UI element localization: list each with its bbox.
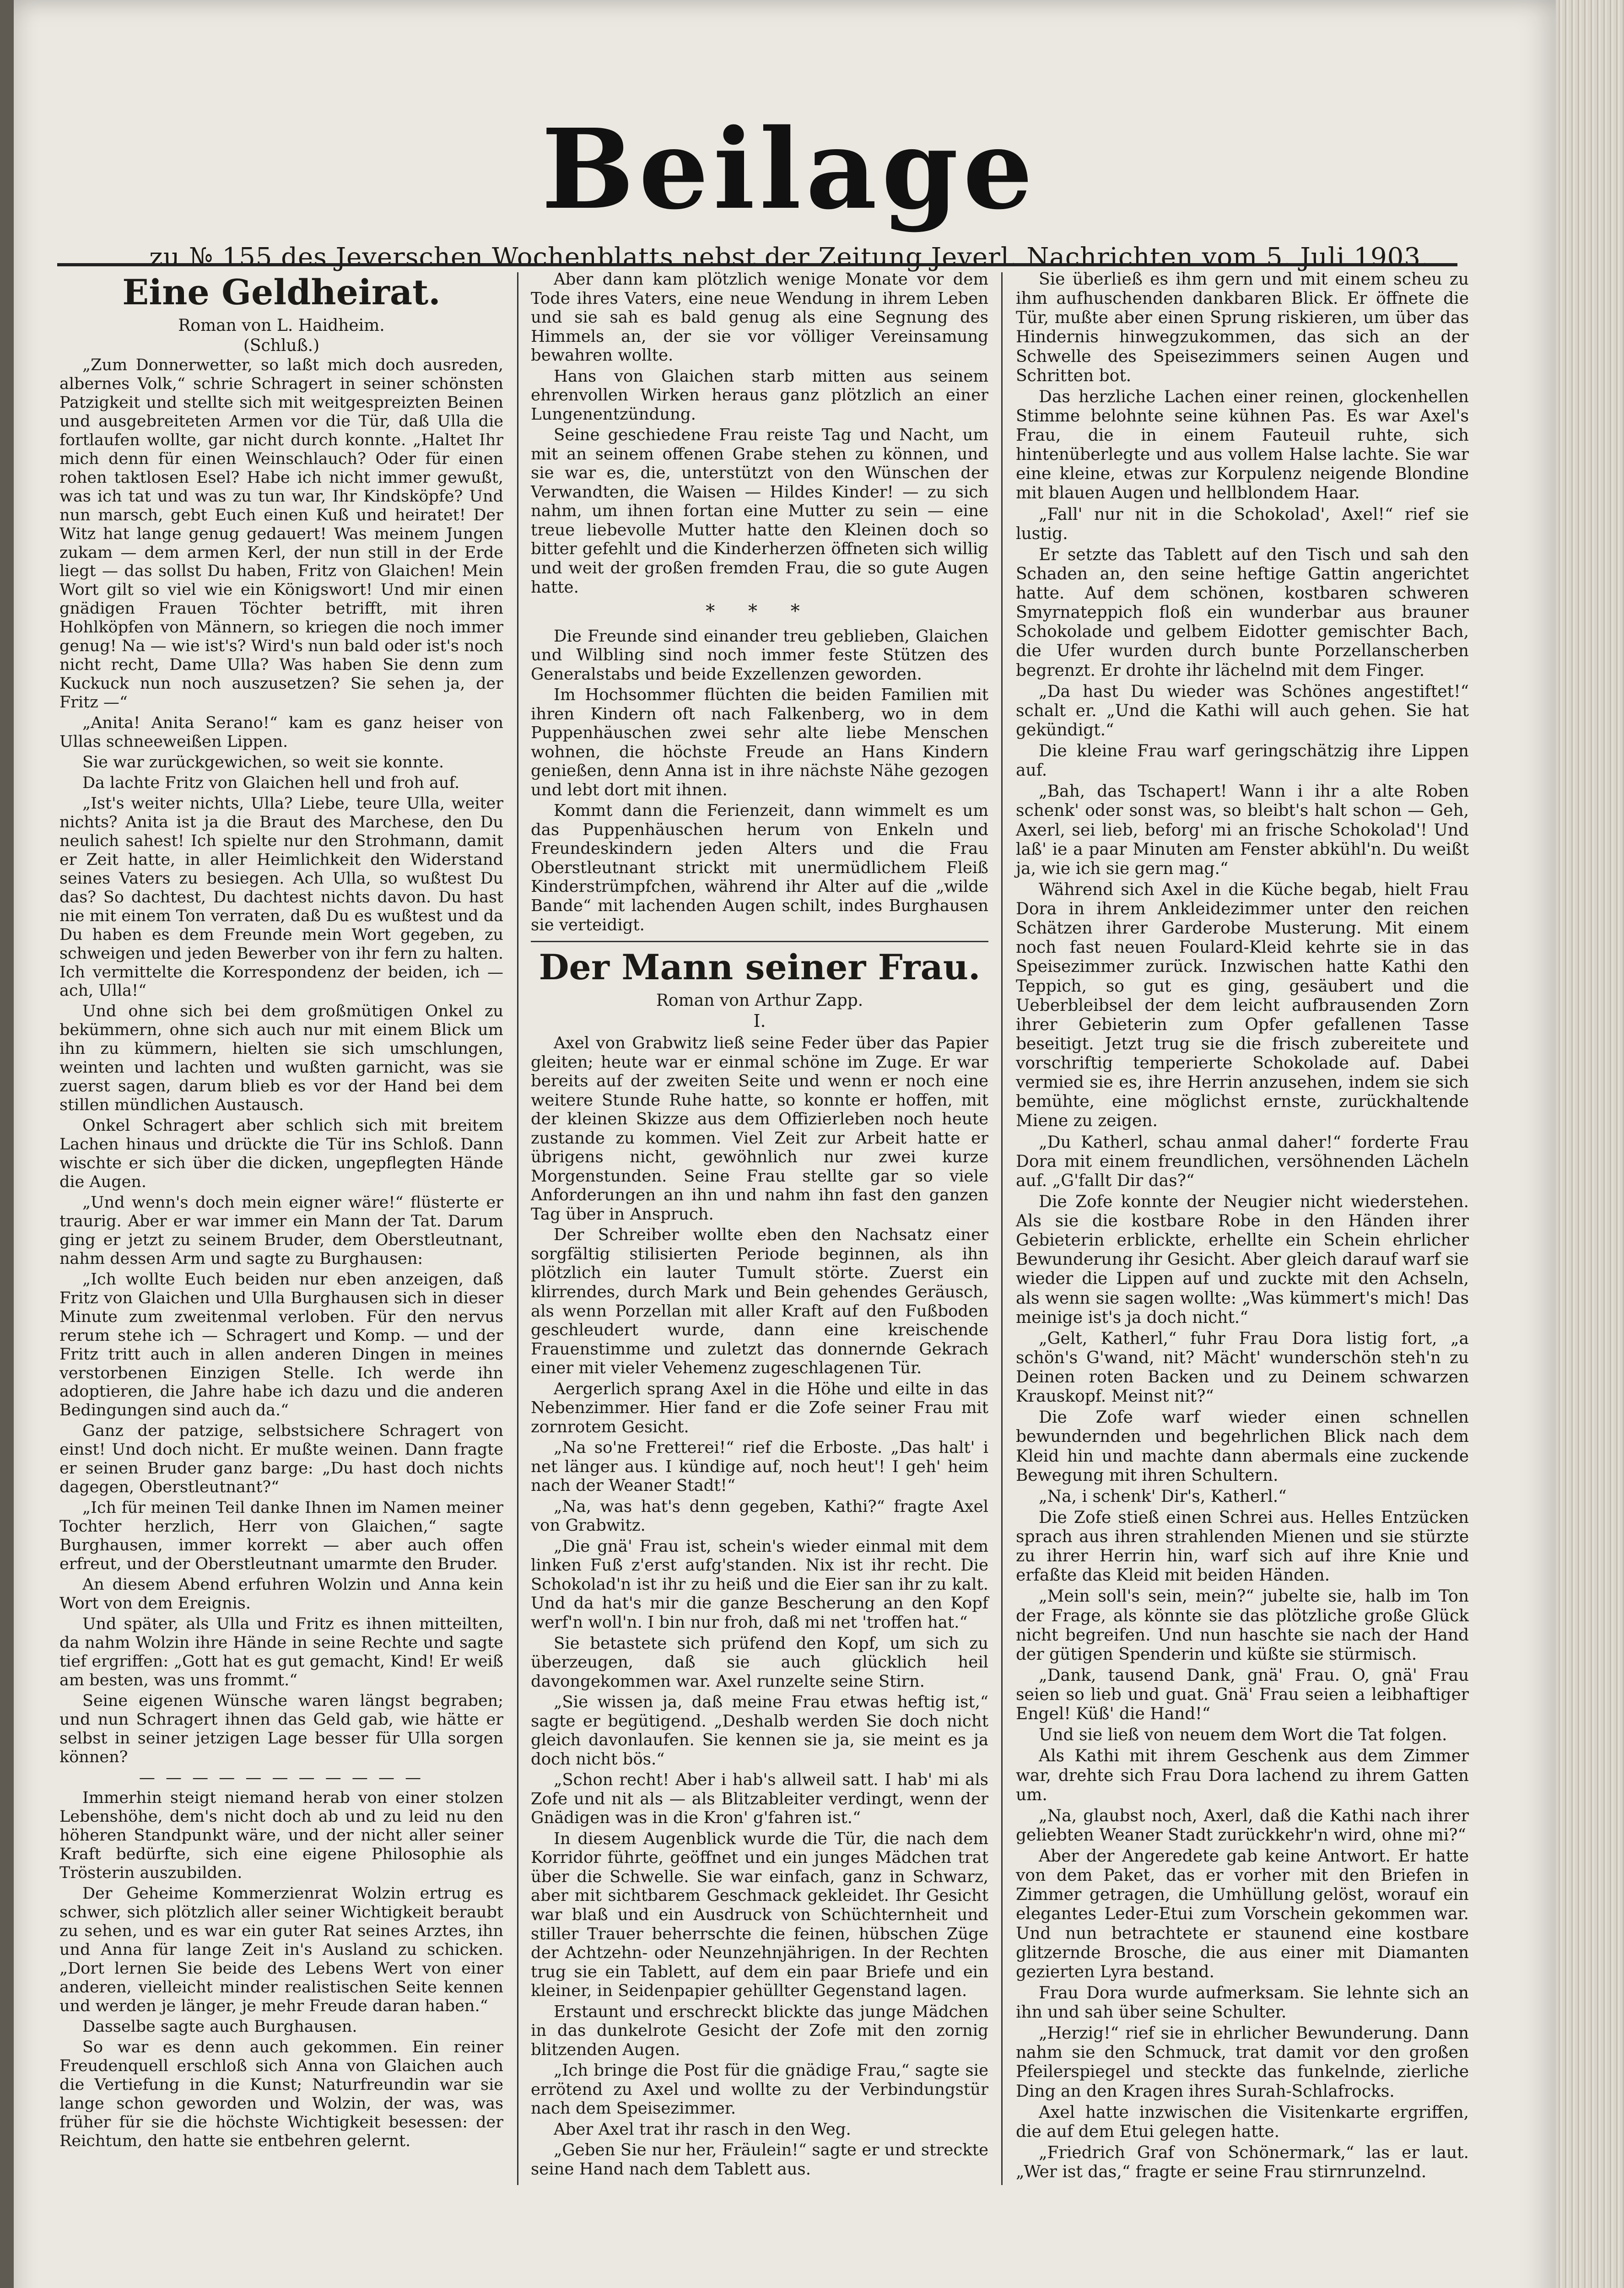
paragraph: Während sich Axel in die Küche begab, hielt Frau Dora in ihrem Ankleidezimmer unter den reichen Schätzen ihrer Garderobe Musterung. Mit einem noch fast neuen Foulard-Kleid kehrte sie in das Speisezimmer zurück. Inzwischen hatte Kathi den Teppich, so gut es ging, gesäubert und die Ueberbleibsel der dem leicht aufbrausenden Zorn ihrer Gebieterin zum Opfer gefallenen Tasse beseitigt. Jetzt trug sie die frisch zubereitete und vorschriftig temperierte Schokolade auf. Dabei vermied sie es, ihre Herrin anzusehen, indem sie sich bemühte, eine möglichst ernste, zurückhaltende Miene zu zeigen.: [1016, 880, 1469, 1131]
article-byline: Roman von L. Haidheim.: [178, 316, 385, 335]
article-byline-2: Roman von Arthur Zapp.: [656, 991, 863, 1010]
paragraph: „Und wenn's doch mein eigner wäre!“ flüsterte er traurig. Aber er war immer ein Mann der Tat. Darum ging er jetzt zu seinem Bruder, dem Oberstleutnant, nahm dessen Arm und sagte zu Burghausen:: [59, 1193, 503, 1268]
paragraph: „Mein soll's sein, mein?“ jubelte sie, halb im Ton der Frage, als könnte sie das plötzliche große Glück nicht begreifen. Und nun haschte sie nach der Hand der gütigen Spenderin und küßte sie stürmisch.: [1016, 1587, 1469, 1664]
paragraph: „Ich bringe die Post für die gnädige Frau,“ sagte sie errötend zu Axel und wollte zu der Verbindungstür nach dem Speisezimmer.: [531, 2061, 988, 2118]
masthead-title: Beilage: [541, 105, 1037, 234]
paragraph: „Geben Sie nur her, Fräulein!“ sagte er und streckte seine Hand nach dem Tablett aus.: [531, 2141, 988, 2179]
paragraph: Sie war zurückgewichen, so weit sie konnte.: [82, 753, 444, 772]
paragraph: An diesem Abend erfuhren Wolzin und Anna kein Wort von dem Ereignis.: [59, 1576, 503, 1613]
paragraph: „Sie wissen ja, daß meine Frau etwas heftig ist,“ sagte er begütigend. „Deshalb werden Sie doch nicht gleich davonlaufen. Sie kennen sie ja, sie meint es ja doch nicht bös.“: [531, 1693, 988, 1769]
paragraph: „Da hast Du wieder was Schönes angestiftet!“ schalt er. „Und die Kathi will auch gehen. Sie hat gekündigt.“: [1016, 682, 1469, 739]
paragraph: „Bah, das Tschapert! Wann i ihr a alte Roben schenk' oder sonst was, so bleibt's halt schon — Geh, Axerl, sei lieb, beforg' mi an frische Schokolad'! Und laß' ie a paar Minuten am Fenster abkühl'n. Du weißt ja, wie ich sie gern mag.“: [1016, 782, 1469, 878]
section-asterisks: * * *: [706, 601, 814, 622]
paragraph: Immerhin steigt niemand herab von einer stolzen Lebenshöhe, dem's nicht doch ab und zu leid nu den höheren Standpunkt wäre, und der nicht aller seiner Kraft bedürfte, sich eine eigene Philosophie als Trösterin auszubilden.: [59, 1789, 503, 1883]
paragraph: Axel hatte inzwischen die Visitenkarte ergriffen, die auf dem Etui gelegen hatte.: [1016, 2103, 1469, 2141]
article-separator: [531, 941, 988, 942]
column-divider: [1001, 272, 1003, 2185]
paragraph: Aber der Angeredete gab keine Antwort. Er hatte von dem Paket, das er vorher mit den Briefen in Zimmer getragen, die Umhüllung gelöst, worauf ein elegantes Leder-Etui zum Vorschein gekommen war. Und nun betrachtete er staunend eine kostbare glitzernde Brosche, die aus einer mit Diamanten gezierten Lyra bestand.: [1016, 1847, 1469, 1981]
paragraph: Aber Axel trat ihr rasch in den Weg.: [554, 2120, 851, 2139]
paragraph: „Anita! Anita Serano!“ kam es ganz heiser von Ullas schneeweißen Lippen.: [59, 714, 503, 751]
paragraph: Im Hochsommer flüchten die beiden Familien mit ihren Kindern oft nach Falkenberg, wo in dem Puppenhäuschen zwei sehr alte liebe Menschen wohnen, die höchste Freude an Hans Kindern genießen, denn Anna ist in ihre nächste Nähe gezogen und lebt dort mit ihnen.: [531, 685, 988, 799]
paragraph: „Na, glaubst noch, Axerl, daß die Kathi nach ihrer geliebten Weaner Stadt zurückkehr'n wird, ohne mi?“: [1016, 1806, 1469, 1845]
paragraph: „Na, i schenk' Dir's, Katherl.“: [1039, 1487, 1287, 1506]
masthead: [14, 105, 1565, 272]
paragraph: Sie überließ es ihm gern und mit einem scheu zu ihm aufhuschenden dankbaren Blick. Er öffnete die Tür, mußte aber einen Sprung riskieren, um über das Hindernis hinwegzukommen, das sich an der Schwelle des Speisezimmers seinen Augen und Schritten bot.: [1016, 270, 1469, 385]
column-divider: [517, 272, 518, 2185]
paragraph: Und ohne sich bei dem großmütigen Onkel zu bekümmern, ohne sich auch nur mit einem Blick um ihn zu kümmern, hielten sie sich umschlungen, weinten und lachten und wußten garnicht, was sie zuerst sagen, darum blieb es vor der Hand bei dem stillen mündlichen Austausch.: [59, 1002, 503, 1115]
column-2: [531, 270, 988, 2180]
paragraph: Die Zofe stieß einen Schrei aus. Helles Entzücken sprach aus ihren strahlenden Mienen und sie stürzte zu ihrer Herrin hin, warf sich auf ihre Knie und erfaßte das Kleid mit beiden Händen.: [1016, 1508, 1469, 1585]
paragraph: „Fall' nur nit in die Schokolad', Axel!“ rief sie lustig.: [1016, 505, 1469, 543]
paragraph: „Gelt, Katherl,“ fuhr Frau Dora listig fort, „a schön's G'wand, nit? Mächt' wunderschön steh'n zu Deinen roten Backen und zu Deinem schwarzen Krauskopf. Meinst nit?“: [1016, 1329, 1469, 1406]
paragraph: Kommt dann die Ferienzeit, dann wimmelt es um das Puppenhäuschen herum von Enkeln und Freundeskindern jeden Alters und die Frau Oberstleutnant strickt mit unermüdlichem Fleiß Kinderstrümpfchen, während ihr Alter auf die „wilde Bande“ mit lachenden Augen schilt, indes Burghausen sie verteidigt.: [531, 801, 988, 934]
article-continuation-end: [531, 627, 988, 935]
paragraph: „Na, was hat's denn gegeben, Kathi?“ fragte Axel von Grabwitz.: [531, 1497, 988, 1535]
paragraph: Seine eigenen Wünsche waren längst begraben; und nun Schragert ihnen das Geld gab, wie hätte er selbst in seiner jetzigen Lage besser für Ulla sorgen können?: [59, 1691, 503, 1766]
paragraph: Onkel Schragert aber schlich sich mit breitem Lachen hinaus und drückte die Tür ins Schloß. Dann wischte er sich über die dicken, ungepflegten Hände die Augen.: [59, 1117, 503, 1191]
article-title: Eine Geldheirat.: [122, 272, 441, 313]
paragraph: „Herzig!“ rief sie in ehrlicher Bewunderung. Dann nahm sie den Schmuck, trat damit vor den großen Pfeilerspiegel und steckte das funkelnde, zierliche Ding an den Kragen ihres Surah-Schlafrocks.: [1016, 2024, 1469, 2101]
paragraph: „Du Katherl, schau anmal daher!“ forderte Frau Dora mit einem freundlichen, versöhnenden Lächeln auf. „G'fallt Dir das?“: [1016, 1133, 1469, 1190]
paragraph: „Ich für meinen Teil danke Ihnen im Namen meiner Tochter herzlich, Herr von Glaichen,“ sagte Burghausen, immer korrekt — aber auch offen erfreut, und der Oberstleutnant umarmte den Bruder.: [59, 1499, 503, 1574]
article-body: [59, 356, 503, 2151]
article-body-3: [1016, 270, 1469, 2182]
masthead-subtitle: zu № 155 des Jeverschen Wochenblatts nebst der Zeitung Jeverl. Nachrichten vom 5. Juli 1903.: [149, 243, 1430, 272]
article-continuation: [531, 270, 988, 597]
paragraph: Hans von Glaichen starb mitten aus seinem ehrenvollen Wirken heraus ganz plötzlich an einer Lungenentzündung.: [531, 367, 988, 424]
paragraph: „Ich wollte Euch beiden nur eben anzeigen, daß Fritz von Glaichen und Ulla Burghausen sich in dieser Minute zum zweitenmal verloben. Für den nervus rerum stehe ich — Schragert und Komp. — und der Fritz tritt auch in allen anderen Dingen in meines verstorbenen Einzigen Stelle. Ich werde ihn adoptieren, die Jahre habe ich dazu und die anderen Bedingungen sind auch da.“: [59, 1270, 503, 1420]
paragraph: Die Freunde sind einander treu geblieben, Glaichen und Wilbling sind noch immer feste Stützen des Generalstabs und beide Exzellenzen geworden.: [531, 626, 988, 684]
page-stack-edge: [1556, 0, 1624, 2288]
paragraph: „Die gnä' Frau ist, schein's wieder einmal mit dem linken Fuß z'erst aufg'standen. Nix ist ihr recht. Die Schokolad'n ist ihr zu heiß und die Eier san ihr zu kalt. Und da hat's mir die ganze Bescherung an den Kopf werf'n woll'n. I bin nur froh, daß mi net 'troffen hat.“: [531, 1537, 988, 1632]
chapter-number: I.: [753, 1011, 766, 1031]
paragraph: Aergerlich sprang Axel in die Höhe und eilte in das Nebenzimmer. Hier fand er die Zofe seiner Frau mit zornrotem Gesicht.: [531, 1379, 988, 1436]
paragraph: Sie betastete sich prüfend den Kopf, um sich zu überzeugen, daß sie auch glücklich heil davongekommen war. Axel runzelte seine Stirn.: [531, 1634, 988, 1691]
paragraph: „Friedrich Graf von Schönermark,“ las er laut. „Wer ist das,“ fragte er seine Frau stirnrunzelnd.: [1016, 2143, 1469, 2181]
paragraph: Das herzliche Lachen einer reinen, glockenhellen Stimme belohnte seine kühnen Pas. Es war Axel's Frau, die in einem Fauteuil ruhte, sich hintenüberlegte und aus vollem Halse lachte. Sie war eine kleine, etwas zur Korpulenz neigende Blondine mit blauen Augen und hellblondem Haar.: [1016, 387, 1469, 503]
paragraph: Die kleine Frau warf geringschätzig ihre Lippen auf.: [1016, 742, 1469, 780]
paragraph: „Zum Donnerwetter, so laßt mich doch ausreden, albernes Volk,“ schrie Schragert in seiner schönsten Patzigkeit und stellte sich mit weitgespreizten Beinen und ausgebreiteten Armen vor die Tür, daß Ulla die fortlaufen wollte, gar nicht durch konnte. „Haltet Ihr mich denn für einen Weinschlauch? Oder für einen rohen taktlosen Esel? Habe ich nicht immer gewußt, was ich tat und was zu tun war, Ihr Kindsköpfe? Und nun marsch, gebt Euch einen Kuß und heiratet! Der Witz hat lange genug gedauert! Was meinem Jungen zukam — dem armen Kerl, der nun still in der Erde liegt — das sollst Du haben, Fritz von Glaichen! Mein Wort gilt so viel wie ein Königswort! Und mir einen gnädigen Frauen Töchter betrifft, mit ihren Hohlköpfen von Männern, so kriegen die noch immer genug! Na — wie ist's? Wird's nun bald oder ist's noch nicht recht, Dame Ulla? Was haben Sie denn zum Kuckuck nun noch auszusetzen? Sie sehen ja, der Fritz —“: [59, 356, 503, 712]
paragraph: Die Zofe konnte der Neugier nicht wiederstehen. Als sie die kostbare Robe in den Händen ihrer Gebieterin erblickte, erhellte ein Schein ehrlicher Bewunderung ihr Gesicht. Aber gleich darauf warf sie wieder die Lippen auf und zuckte mit den Achseln, als wenn sie sagen wollte: „Was kümmert's mich! Das meinige ist's ja doch nicht.“: [1016, 1192, 1469, 1327]
paragraph: Die Zofe warf wieder einen schnellen bewundernden und begehrlichen Blick nach dem Kleid hin und machte dann abermals eine zuckende Bewegung mit ihren Schultern.: [1016, 1408, 1469, 1485]
paragraph: Da lachte Fritz von Glaichen hell und froh auf.: [82, 773, 460, 792]
paragraph: In diesem Augenblick wurde die Tür, die nach dem Korridor führte, geöffnet und ein junges Mädchen trat über die Schwelle. Sie war einfach, ganz in Schwarz, aber mit sichtbarem Geschmack gekleidet. Ihr Gesicht war blaß und ein Ausdruck von Schüchternheit und stiller Trauer beherrschte die feinen, hübschen Züge der Achtzehn- oder Neunzehnjährigen. In der Rechten trug sie ein Tablett, auf dem ein paar Briefe und ein kleiner, in Seidenpapier gehüllter Gegenstand lagen.: [531, 1829, 988, 2001]
article-title-2: Der Mann seiner Frau.: [539, 947, 981, 988]
paragraph: Aber dann kam plötzlich wenige Monate vor dem Tode ihres Vaters, eine neue Wendung in ihrem Leben und sie sah es bald genug als eine Segnung des Himmels an, der sie vor völliger Vereinsamung bewahren wollte.: [531, 270, 988, 365]
paragraph: „Dank, tausend Dank, gnä' Frau. O, gnä' Frau seien so lieb und guat. Gnä' Frau seien a leibhaftiger Engel! Küß' die Hand!“: [1016, 1666, 1469, 1724]
paragraph: Als Kathi mit ihrem Geschenk aus dem Zimmer war, drehte sich Frau Dora lachend zu ihrem Gatten um.: [1016, 1747, 1469, 1804]
article-body-2: [531, 1034, 988, 2179]
paragraph: „Na so'ne Fretterei!“ rief die Erboste. „Das halt' i net länger aus. I kündige auf, noch heut'! I geh' heim nach der Weaner Stadt!“: [531, 1438, 988, 1495]
article-note: (Schluß.): [243, 336, 320, 355]
paragraph: Ganz der patzige, selbstsichere Schragert von einst! Und doch nicht. Er mußte weinen. Dann fragte er seinen Bruder ganz barge: „Du hast doch nichts dagegen, Oberstleutnant?“: [59, 1422, 503, 1497]
paragraph: Axel von Grabwitz ließ seine Feder über das Papier gleiten; heute war er einmal schöne im Zuge. Er war bereits auf der zweiten Seite und wenn er noch eine weitere Stunde Ruhe hatte, so konnte er hoffen, mit der kleinen Skizze aus dem Offizierleben noch heute zustande zu kommen. Viel Zeit zur Arbeit hatte er übrigens nicht, gewöhnlich nur zwei kurze Morgenstunden. Seine Frau stellte gar so viele Anforderungen an ihn und nahm ihn fast den ganzen Tag über in Anspruch.: [531, 1034, 988, 1224]
paragraph: Er setzte das Tablett auf den Tisch und sah den Schaden an, den seine heftige Gattin angerichtet hatte. Auf dem schönen, kostbaren schweren Smyrnateppich floß ein wunderbar aus brauner Schokolade und gelbem Eidotter gemischter Bach, die Ufer wurden durch bunte Porzellanscherben begrenzt. Er drohte ihr lächelnd mit dem Finger.: [1016, 545, 1469, 680]
column-3: [1016, 270, 1469, 2184]
newspaper-page: [14, 0, 1565, 2288]
paragraph: So war es denn auch gekommen. Ein reiner Freudenquell erschloß sich Anna von Glaichen auch die Vertiefung in die Kunst; Naturfreundin war sie lange schon geworden und Wolzin, der was, was früher für sie die höchste Wichtigkeit besessen: der Reichtum, den hatte sie entbehren gelernt.: [59, 2038, 503, 2150]
paragraph: Erstaunt und erschreckt blickte das junge Mädchen in das dunkelrote Gesicht der Zofe mit den zornig blitzenden Augen.: [531, 2002, 988, 2059]
header-rule: [57, 263, 1457, 266]
paragraph: Und später, als Ulla und Fritz es ihnen mitteilten, da nahm Wolzin ihre Hände in seine Rechte und sagte tief ergriffen: „Gott hat es gut gemacht, Kind! Er weiß am besten, was uns frommt.“: [59, 1614, 503, 1689]
paragraph: Der Geheime Kommerzienrat Wolzin ertrug es schwer, sich plötzlich aller seiner Wichtigkeit beraubt zu sehen, und es war ein guter Rat seines Arztes, ihn und Anna für lange Zeit in's Ausland zu schicken. „Dort lernen Sie beide des Lebens Wert von einer anderen, vielleicht minder realistischen Seite kennen und werden je länger, je mehr Freude daran haben.“: [59, 1884, 503, 2015]
paragraph: Frau Dora wurde aufmerksam. Sie lehnte sich an ihn und sah über seine Schulter.: [1016, 1983, 1469, 2022]
paragraph: Der Schreiber wollte eben den Nachsatz einer sorgfältig stilisierten Periode beginnen, als ihn plötzlich ein lauter Tumult störte. Zuerst ein klirrendes, durch Mark und Bein gehendes Geräusch, als wenn Porzellan mit aller Kraft auf den Fußboden geschleudert wurde, dann eine kreischende Frauenstimme und zuletzt das donnernde Gekrach einer mit vieler Vehemenz zugeschlagenen Tür.: [531, 1225, 988, 1378]
paragraph: Dasselbe sagte auch Burghausen.: [82, 2017, 357, 2036]
paragraph: „Schon recht! Aber i hab's allweil satt. I hab' mi als Zofe und nit als — als Blitzableiter verdingt, wenn der Gnädigen was in die Kron' g'fahren ist.“: [531, 1770, 988, 1828]
paragraph: Seine geschiedene Frau reiste Tag und Nacht, um mit an seinem offenen Grabe stehen zu können, und sie war es, die, unterstützt von den Wünschen der Verwandten, die Waisen — Hildes Kinder! — zu sich nahm, um ihnen fortan eine Mutter zu sein — eine treue liebevolle Mutter hatte den Kleinen doch so bitter gefehlt und die Kinderherzen öffneten sich willig und weit der großen fremden Frau, die so gute Augen hatte.: [531, 426, 988, 597]
paragraph: „Ist's weiter nichts, Ulla? Liebe, teure Ulla, weiter nichts? Anita ist ja die Braut des Marchese, den Du neulich sahest! Ich spielte nur den Strohmann, damit er Zeit hatte, in aller Heimlichkeit den Widerstand seines Vaters zu besiegen. Ach Ulla, so wußtest Du das? So dachtest, Du dachtest nichts davon. Du hast nie mit einem Ton verraten, daß Du es wußtest und da Du haben es dem Freunde mein Wort gegeben, zu schweigen und jeden Bewerber von ihr fern zu halten. Ich vermittelte die Korrespondenz der beiden, ich — ach, Ulla!“: [59, 794, 503, 1000]
paragraph: Und sie ließ von neuem dem Wort die Tat folgen.: [1039, 1726, 1447, 1745]
paragraph: — — — — — — — — — — —: [139, 1768, 424, 1787]
column-1: [59, 270, 503, 2153]
